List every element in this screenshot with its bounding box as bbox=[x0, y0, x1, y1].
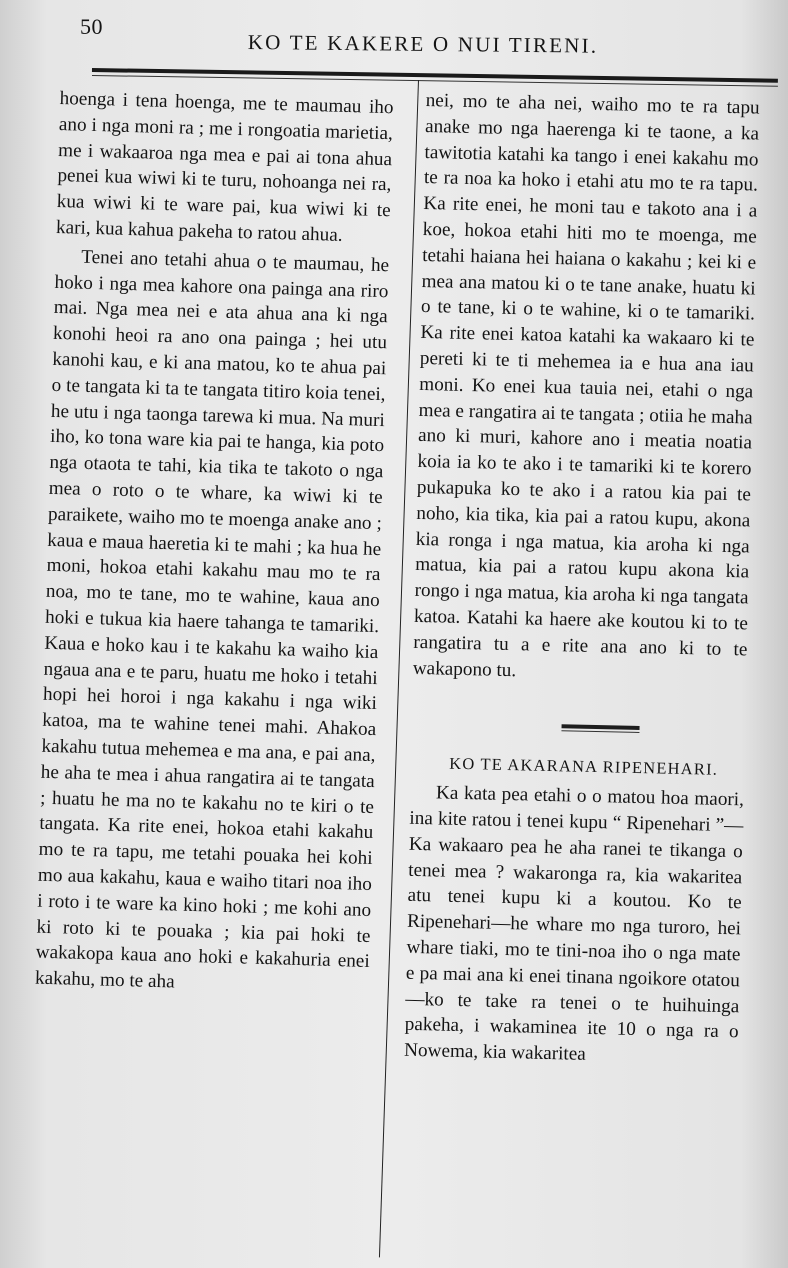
section-separator bbox=[562, 725, 640, 731]
running-title: KO TE KAKERE O NUI TIRENI. bbox=[247, 30, 599, 58]
right-column bbox=[404, 88, 760, 1071]
left-paragraph-2: Tenei ano tetahi ahua o te maumau, he hoko i nga mea kahore ona painga ana riro mai. Nga mea nei e ata ahua ana ki nga konohi heoi ra ano ona painga ; hei utu kanohi kau, e ki ana matou, ko te ahua pai o te tangata ki ta te tangata titiro koia tenei, he utu i nga taonga tarewa ki mua. Na muri iho, ko tona ware kia pai te hanga, kia poto nga otaota te tahi, kia tika te takoto o nga mea o roto o te whare, ka wiwi ki te paraikete, waiho mo te moenga anake ano ; kaua e maua haeretia ki te mahi ; ka hua he moni, hokoa etahi kakahu mau mo te ra noa, mo te tane, mo te wahine, kaua ano hoki e tukua kia haere tahanga te tamariki. Kaua e hoko kau i te kakahu ka waiho kia ngaua ana e te paru, huatu me hoko i tetahi hopi hei horoi i nga kakahu i nga wiki katoa, ma te wahine tenei mahi. Ahakoa kakahu tutua mehemea e ma ana, e pai ana, he aha te mea i ahua rangatira ai te tangata ; huatu he ma no te kakahu no te kiri o te tangata. Ka rite enei, hokoa etahi kakahu mo te ra tapu, me tetahi pouaka hei kohi mo aua kakahu, kaua e waiho titari noa iho i roto i te ware ka kino hoki ; me kohi ano ki roto ki te pouaka ; kia pai hoki te wakakopa kaua ano hoki e kakahuria enei kakahu, mo te aha bbox=[34, 246, 390, 993]
section-title: KO TE AKARANA RIPENEHARI. bbox=[448, 754, 719, 780]
section-paragraph-1: Ka kata pea etahi o o matou hoa maori, ina kite ratou i tenei kupu “ Ripenehari ”—Ka wakaaro pea he aha ranei te tikanga o tenei mea ? wakaronga ra, kia wakaritea atu tenei kupu ki a koutou. Ko te Ripenehari—he whare mo nga turoro, hei whare tiaki, mo te tini-noa iho o nga mate e pa mai ana ki enei tinana ngoikore otatou—ko te take ra tenei o te huihuinga pakeha, i wakaminea ite 10 o nga ra o Nowema, kia wakaritea bbox=[403, 782, 745, 1065]
page-number: 50 bbox=[80, 14, 103, 39]
right-paragraph-1: nei, mo te aha nei, waiho mo te ra tapu anake mo nga haerenga ki te taone, a ka tawitotia katahi ka tango i enei kakahu mo te ra noa ka hoko i etahi atu mo te ra tapu. Ka rite enei, he moni tau e takoto ana i a koe, hokoa etahi hiti mo te moenga, me tetahi haiana hei haiana o kakahu ; kei ki e mea ana matou ki o te tane anake, huatu ki o te tane, ki o te wahine, ki o te tamariki. Ka rite enei katoa katahi ka wakaaro ki te pereti ki te ti mehemea ia e hua ana iau moni. Ko enei kua tauia nei, etahi o nga mea e rangatira ai te tangata ; otiia he maha ano ki muri, kahore ano i meatia noatia koia ia ko te ako i te tamariki ki te korero pukapuka ko te ako i a ratou kia pai te noho, kia tika, kia pai a ratou kupu, akona kia ronga i nga matua, kia aroha ki nga matua, kia pai a ratou kupu akona kia rongo i nga matua, kia aroha ki nga tangata katoa. Katahi ka haere ake koutou ki to te rangatira tu a e rite ana ano ki to te wakapono tu. bbox=[412, 89, 760, 681]
left-column bbox=[35, 86, 394, 1001]
section-separator-thin bbox=[561, 731, 639, 734]
left-paragraph-1: hoenga i tena hoenga, me te maumau iho ano i nga moni ra ; me i rongoatia marietia, me i wakaaroa nga mea e pai ai tona ahua penei kua wiwi ki te turu, nohoanga nei ra, kua wiwi ki te ware pai, kua wiwi ki te kari, kua kahua pakeha to ratou ahua. bbox=[55, 87, 394, 246]
